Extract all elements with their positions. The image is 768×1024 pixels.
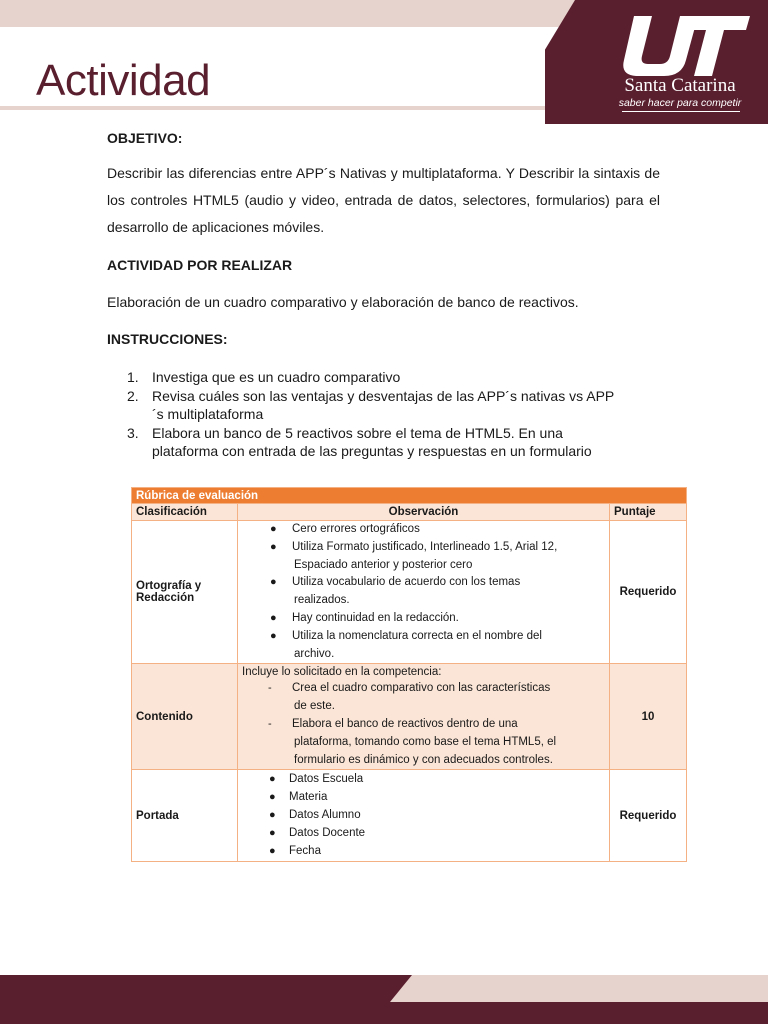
clasificacion-line: Ortografía y — [136, 580, 202, 593]
observacion-intro: Incluye lo solicitado en la competencia: — [242, 666, 442, 679]
header-observacion: Observación — [238, 504, 610, 521]
table-row — [132, 770, 687, 862]
list-item-text: plataforma con entrada de las preguntas y respuestas en un formulario — [152, 443, 592, 459]
observacion-list — [242, 680, 605, 769]
list-item — [270, 628, 605, 664]
list-item-text: Crea el cuadro comparativo con las características — [292, 682, 551, 695]
bullet-icon: ● — [269, 844, 276, 857]
list-item — [268, 680, 605, 716]
dash-icon: - — [268, 717, 272, 730]
bullet-icon: ● — [269, 791, 276, 804]
clasificacion-cell: Portada — [132, 770, 238, 862]
list-item — [270, 610, 605, 628]
rubric-table — [131, 487, 687, 862]
observacion-cell — [238, 664, 610, 770]
objetivo-text: Describir las diferencias entre APP´s Nativas y multiplataforma. Y Describir la sintaxis de los controles HTML5 (audio y video, entrada de datos, selectores, formularios) para el desarrollo de aplicaciones móviles. — [107, 165, 660, 235]
rubric-header-row — [132, 504, 687, 521]
list-item-text: Datos Docente — [289, 826, 366, 839]
list-item-text: Elabora el banco de reactivos dentro de una — [292, 717, 518, 730]
title-underline-band — [0, 106, 600, 110]
bullet-icon: ● — [269, 773, 276, 786]
list-item-text: Hay continuidad en la redacción. — [292, 611, 459, 624]
clasificacion-cell: Contenido — [132, 664, 238, 770]
bullet-icon: ● — [270, 629, 277, 642]
list-item — [127, 368, 667, 387]
list-item-text: formulario es dinámico y con adecuados controles. — [294, 753, 553, 766]
list-item — [270, 574, 605, 610]
list-item-text: realizados. — [294, 594, 350, 607]
list-item — [270, 521, 605, 539]
puntaje-cell: Requerido — [610, 521, 687, 664]
list-item-text: Cero errores ortográficos — [292, 523, 420, 535]
dash-icon: - — [268, 682, 272, 695]
observacion-list — [242, 521, 605, 663]
objetivo-heading: OBJETIVO: — [107, 130, 183, 146]
puntaje-cell: 10 — [610, 664, 687, 770]
list-item-text: Datos Escuela — [289, 773, 364, 786]
list-number: 3. — [127, 424, 139, 441]
list-item-text: Revisa cuáles son las ventajas y desventajas de las APP´s nativas vs APP — [152, 387, 615, 404]
page-title: Actividad — [36, 56, 211, 105]
list-item — [270, 539, 605, 575]
list-item-text: Materia — [289, 791, 328, 804]
instrucciones-heading: INSTRUCCIONES: — [107, 331, 228, 347]
list-item-text: Utiliza vocabulario de acuerdo con los temas — [292, 576, 521, 589]
logo-underline — [622, 111, 740, 112]
puntaje-cell: Requerido — [610, 770, 687, 862]
clasificacion-cell — [132, 521, 238, 664]
list-item-text: plataforma, tomando como base el tema HTML5, el — [294, 735, 557, 748]
list-item-text: Espaciado anterior y posterior cero — [294, 558, 473, 571]
list-item-text: Elabora un banco de 5 reactivos sobre el tema de HTML5. En una — [152, 424, 563, 441]
header-clasificacion: Clasificación — [132, 504, 238, 521]
actividad-text: Elaboración de un cuadro comparativo y elaboración de banco de reactivos. — [107, 294, 579, 310]
list-item-text: Utiliza la nomenclatura correcta en el nombre del — [292, 629, 542, 642]
bullet-icon: ● — [270, 540, 277, 553]
list-item — [269, 825, 605, 843]
list-item-text: Datos Alumno — [289, 808, 361, 821]
list-item-text: de este. — [294, 700, 335, 713]
actividad-heading: ACTIVIDAD POR REALIZAR — [107, 257, 293, 273]
table-row — [132, 664, 687, 770]
list-item-text: ´s multiplataforma — [152, 406, 264, 422]
list-item — [127, 387, 667, 424]
list-item-text: Investiga que es un cuadro comparativo — [152, 369, 401, 385]
logo-slogan: saber hacer para competir — [618, 97, 742, 109]
clasificacion-line: Redacción — [136, 592, 195, 605]
rubric-title: Rúbrica de evaluación — [132, 488, 687, 504]
bullet-icon: ● — [270, 611, 277, 624]
bullet-icon: ● — [270, 576, 277, 589]
observacion-cell — [238, 770, 610, 862]
list-number: 1. — [127, 369, 139, 385]
list-item-text: Fecha — [289, 844, 321, 857]
list-item — [269, 843, 605, 861]
list-item — [268, 716, 605, 769]
bullet-icon: ● — [269, 808, 276, 821]
list-item — [269, 771, 605, 789]
bullet-icon: ● — [270, 523, 277, 535]
observacion-list — [242, 771, 605, 860]
list-item — [127, 424, 667, 461]
table-row — [132, 521, 687, 664]
ut-logo-icon — [612, 10, 752, 82]
observacion-cell — [238, 521, 610, 664]
instrucciones-list — [127, 368, 667, 461]
list-number: 2. — [127, 387, 139, 404]
list-item-text: archivo. — [294, 647, 335, 660]
list-item — [269, 807, 605, 825]
bullet-icon: ● — [269, 826, 276, 839]
list-item — [269, 789, 605, 807]
rubric-title-row — [132, 488, 687, 504]
list-item-text: Utiliza Formato justificado, Interlineado 1.5, Arial 12, — [292, 540, 558, 553]
header-puntaje: Puntaje — [610, 504, 687, 521]
bottom-accent-band — [390, 975, 768, 1002]
logo-campus-name: Santa Catarina — [624, 75, 736, 96]
